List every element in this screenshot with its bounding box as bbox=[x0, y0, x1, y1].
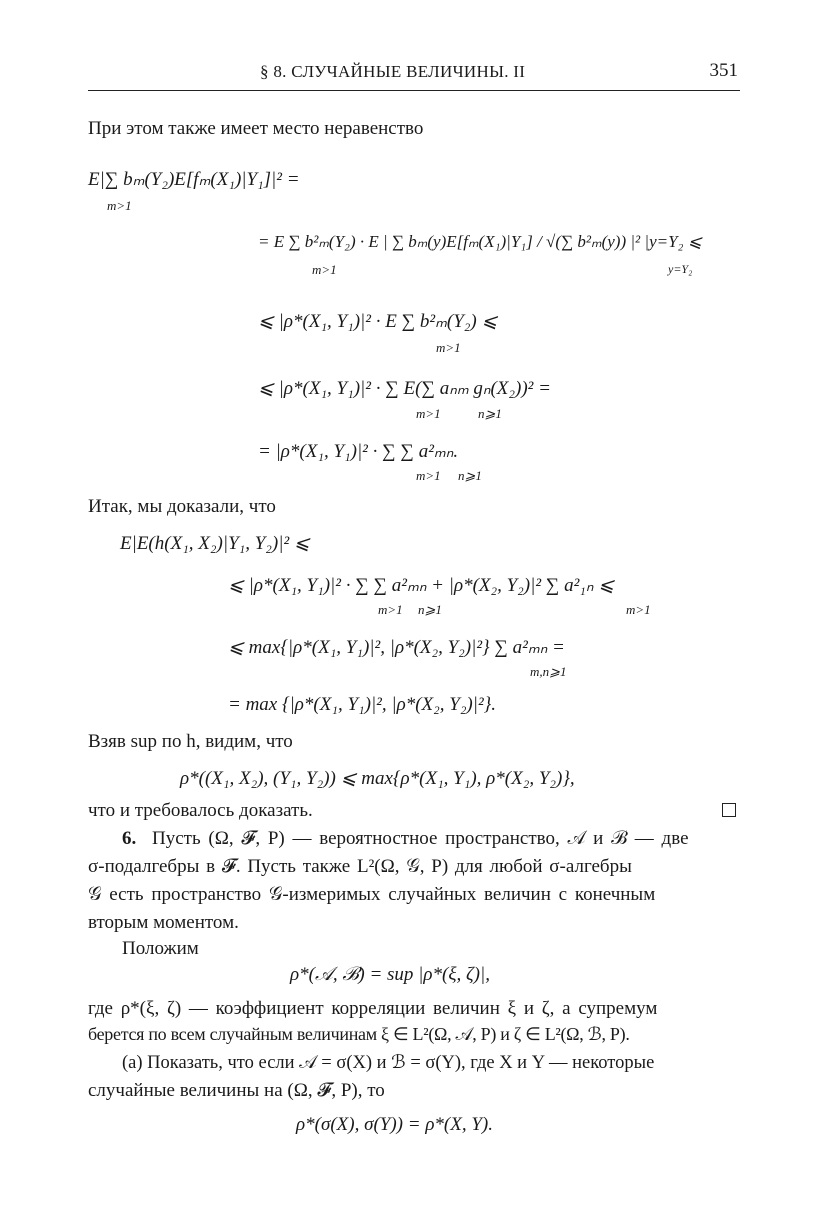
eq1-line1: E|∑ bₘ(Y₂)E[fₘ(X₁)|Y₁]|² = bbox=[88, 169, 300, 190]
eq2-line3-sub: m,n⩾1 bbox=[530, 664, 567, 679]
eq2-line1: E|E(h(X₁, X₂)|Y₁, Y₂)|² ⩽ bbox=[120, 533, 310, 554]
eq2-line2-sub-n: n⩾1 bbox=[418, 602, 442, 617]
page-number: 351 bbox=[709, 60, 738, 81]
eq1-line4-sub-n: n⩾1 bbox=[478, 406, 502, 421]
eq3: ρ*((X₁, X₂), (Y₁, Y₂)) ⩽ max{ρ*(X₁, Y₁), ρ*(X₂, Y₂)}, bbox=[180, 768, 575, 789]
eq1-line2-sub-m: m>1 bbox=[312, 262, 337, 277]
eq1-line4: ⩽ |ρ*(X₁, Y₁)|² · ∑ E(∑ aₙₘ gₙ(X₂))² = bbox=[258, 378, 551, 399]
eq2-line2-sub-n2: m>1 bbox=[626, 602, 651, 617]
eq2-line4: = max {|ρ*(X₁, Y₁)|², |ρ*(X₂, Y₂)|²}. bbox=[228, 694, 497, 715]
where-line1: где ρ*(ξ, ζ) — коэффициент корреляции величин ξ и ζ, а супремум bbox=[88, 998, 658, 1019]
where-line2: берется по всем случайным величинам ξ ∈ L²(Ω, 𝒜, P) и ζ ∈ L²(Ω, ℬ, P). bbox=[88, 1024, 630, 1044]
eq1-line5: = |ρ*(X₁, Y₁)|² · ∑ ∑ a²ₘₙ. bbox=[258, 441, 459, 462]
qed-sentence: что и требовалось доказать. bbox=[88, 800, 313, 821]
chapter-title: § 8. СЛУЧАЙНЫЕ ВЕЛИЧИНЫ. II bbox=[260, 62, 526, 81]
eq5: ρ*(σ(X), σ(Y)) = ρ*(X, Y). bbox=[296, 1114, 494, 1135]
problem6-line1: Пусть (Ω, 𝓕, P) — вероятностное пространство, 𝒜 и ℬ — две bbox=[152, 828, 689, 849]
put-sentence: Положим bbox=[122, 938, 199, 959]
qed-box-icon bbox=[722, 803, 736, 817]
eq2-line2-sub-m: m>1 bbox=[378, 602, 403, 617]
part-a-line1: (а) Показать, что если 𝒜 = σ(X) и ℬ = σ(Y), где X и Y — некоторые bbox=[122, 1053, 655, 1073]
problem6-line2: σ-подалгебры в 𝓕. Пусть также L²(Ω, 𝒢, P) для любой σ-алгебры bbox=[88, 856, 632, 877]
eq1-line4-sub-m: m>1 bbox=[416, 406, 441, 421]
eq4: ρ*(𝒜, ℬ) = sup |ρ*(ξ, ζ)|, bbox=[290, 964, 490, 985]
eq1-line1-subscript: m>1 bbox=[107, 198, 132, 213]
eq1-line2: = E ∑ b²ₘ(Y₂) · E | ∑ bₘ(y)E[fₘ(X₁)|Y₁] / √(∑ b²ₘ(y)) |² |y=Y₂ ⩽ bbox=[258, 232, 702, 251]
running-header bbox=[88, 60, 740, 91]
eq1-line2-sub-y: y=Y₂ bbox=[668, 262, 693, 276]
eq1-line3-sub-m: m>1 bbox=[436, 340, 461, 355]
part-a-line2: случайные величины на (Ω, 𝓕, P), то bbox=[88, 1080, 385, 1101]
eq2-line3: ⩽ max{|ρ*(X₁, Y₁)|², |ρ*(X₂, Y₂)|²} ∑ a²ₘₙ = bbox=[228, 637, 565, 658]
problem6-line4: вторым моментом. bbox=[88, 912, 239, 933]
eq1-line5-sub-n: n⩾1 bbox=[458, 468, 482, 483]
problem6-line3: 𝒢 есть пространство 𝒢-измеримых случайных величин с конечным bbox=[88, 884, 656, 905]
eq1-line3: ⩽ |ρ*(X₁, Y₁)|² · E ∑ b²ₘ(Y₂) ⩽ bbox=[258, 311, 498, 332]
thus-sentence: Итак, мы доказали, что bbox=[88, 496, 276, 517]
eq1-line5-sub-m: m>1 bbox=[416, 468, 441, 483]
eq2-line2: ⩽ |ρ*(X₁, Y₁)|² · ∑ ∑ a²ₘₙ + |ρ*(X₂, Y₂)|² ∑ a²₁ₙ ⩽ bbox=[228, 575, 615, 596]
sup-sentence: Взяв sup по h, видим, что bbox=[88, 731, 293, 752]
problem-number: 6. bbox=[122, 828, 137, 849]
intro-sentence: При этом также имеет место неравенство bbox=[88, 118, 424, 139]
